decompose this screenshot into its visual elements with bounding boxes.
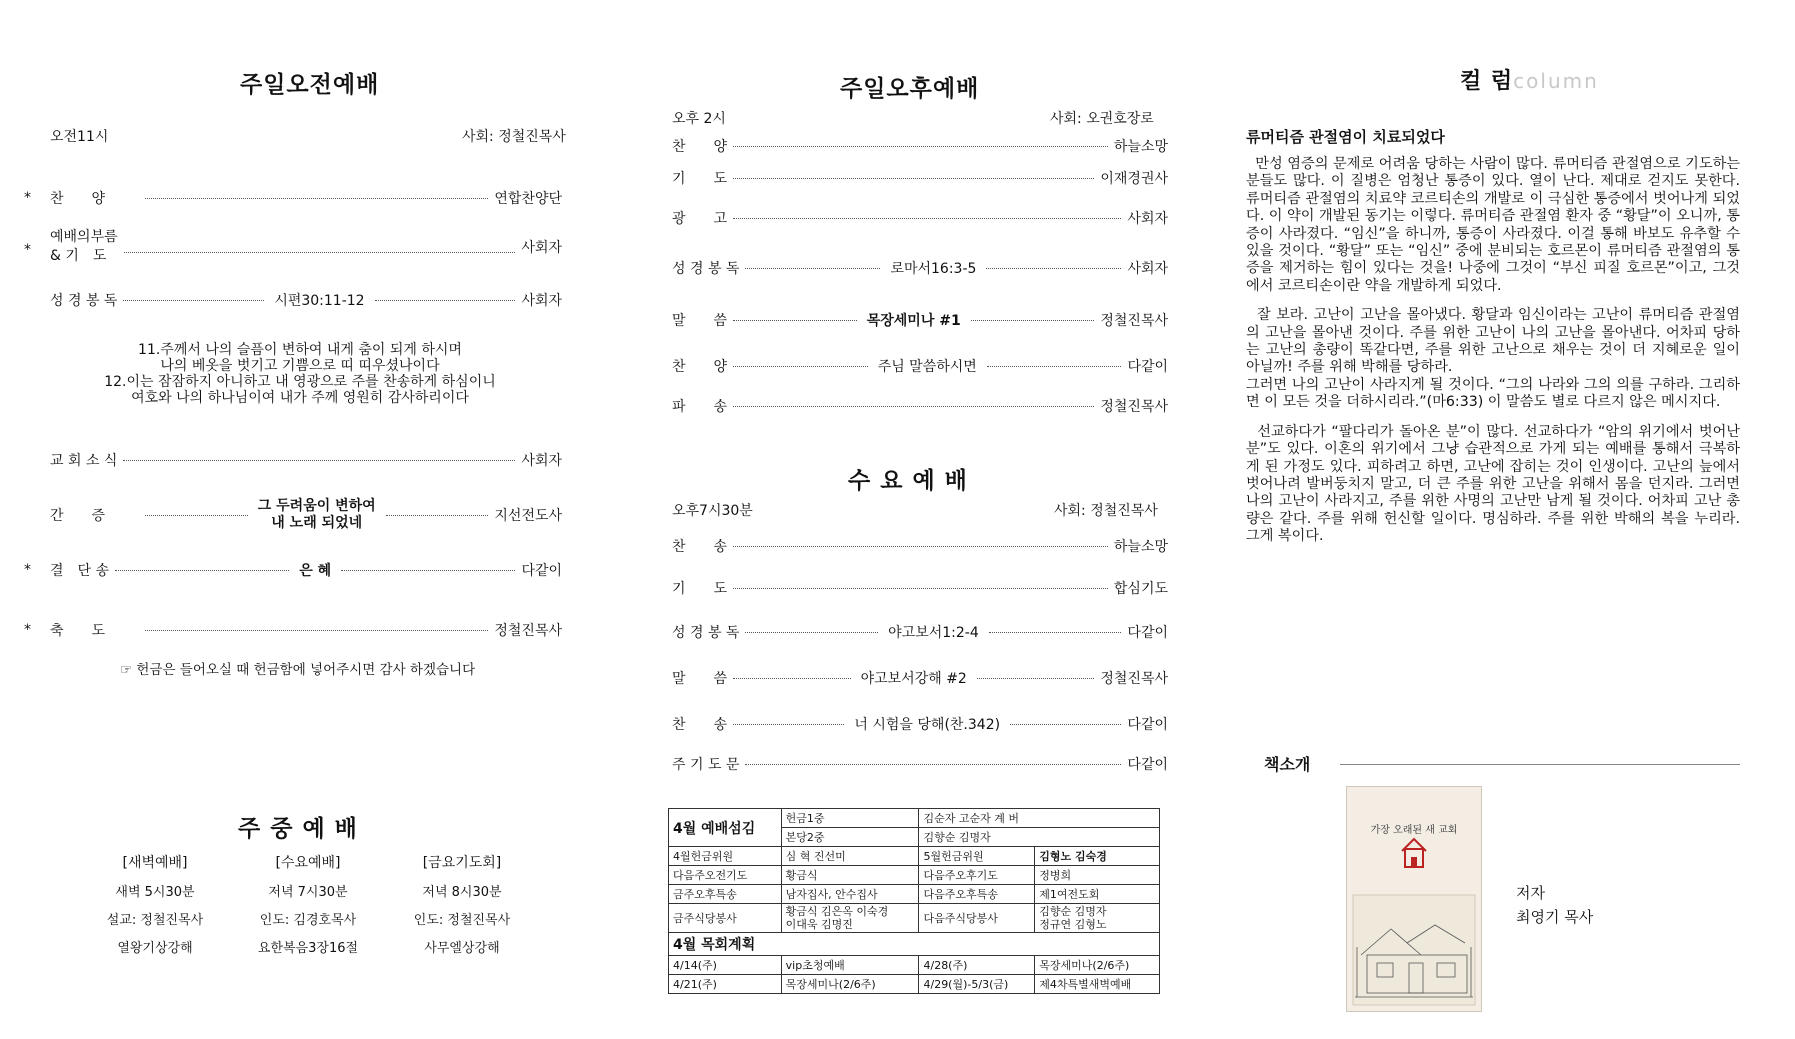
wednesday-title: 수 요 예 배: [848, 468, 968, 494]
table-cell: 4/29(월)-5/3(금): [919, 975, 1035, 994]
morning-row-5: [50, 560, 562, 580]
table-row: [669, 885, 1160, 904]
weekday-head: [새벽예배]: [122, 855, 188, 871]
row-value: 사회자: [521, 293, 563, 309]
morning-row-4: [50, 498, 562, 532]
afternoon-row-6: [672, 396, 1168, 416]
weekday-time: 저녁 7시30분: [268, 885, 348, 900]
table-cell: 제1여전도회: [1035, 885, 1160, 904]
table-cell: 다음주오후특송: [919, 885, 1035, 904]
row-label: 말 씀: [672, 671, 728, 687]
table-row: [669, 933, 1160, 956]
row-label: 찬 양: [672, 139, 728, 155]
weekday-text: 요한복음3장16절: [257, 941, 359, 956]
row-value: 다같이: [521, 563, 563, 579]
leader-dots: [733, 320, 857, 321]
row-detail: 야고보서1:2-4: [888, 625, 979, 641]
author-label: 저자: [1516, 884, 1545, 902]
table-cell: 제4차특별새벽예배: [1035, 975, 1160, 994]
weekday-title: 주 중 예 배: [238, 816, 358, 842]
wednesday-row-2: [672, 622, 1168, 642]
morning-title: 주일오전예배: [240, 72, 380, 98]
row-label: 파 송: [672, 399, 728, 415]
weekday-col-2: [392, 852, 532, 956]
weekday-time: 새벽 5시30분: [115, 885, 195, 900]
wednesday-row-3: [672, 668, 1168, 688]
morning-service-section: [0, 0, 600, 1039]
table-cell: 김형노 김숙경: [1035, 847, 1160, 866]
column-paragraph: 잘 보라. 고난이 고난을 몰아냈다. 황달과 임신이라는 고난이 류머티즘 관절염의 고난을 몰아낸 것이다. 주를 위한 고난이 나의 고난을 몰아낸다. 어차피 당하는 고난의 총량이 똑같다면, 주를 위한 고난으로 채우는 것이 더 지혜로운 일이 아닐까! 주를 위해 박해를 당하라. 그러면 나의 고난이 사라지게 될 것이다. “그의 나라와 그의 의를 구하라. 그리하면 이 모든 것을 더하시리라.”(마6:33) 이 말씀도 별로 다르지 않은 메시지다.: [1246, 307, 1740, 411]
column-paragraph: 선교하다가 “팔다리가 돌아온 분”이 많다. 선교하다가 “암의 위기에서 벗어난 분”도 있다. 이혼의 위기에서 그냥 습관적으로 가게 되는 예배를 통해서 극복하게 된 가정도 있다. 피하려고 하면, 고난에 잡히는 것이 인생이다. 고난의 늪에서 벗어나려 발버둥치지 말고, 더 큰 주를 위한 고난을 위해서 몸을 던지라. 그러면 나의 고난이 사라지고, 주를 위한 사명의 고난만 남게 될 것이다. 어차피 고난 총량은 같다. 주를 위해 헌신할 일이다. 명심하라. 주를 위한 박해의 복을 누리라. 그게 복이다.: [1246, 423, 1750, 545]
afternoon-row-1: [672, 168, 1168, 188]
row-detail: 로마서16:3-5: [890, 261, 977, 277]
offering-note: ☞ 헌금은 들어오실 때 헌금함에 넣어주시면 감사 하겠습니다: [120, 662, 476, 678]
leader-dots: [123, 460, 515, 461]
leader-dots: [986, 268, 1121, 269]
plan-title-cell: 4월 목회계획: [669, 933, 1160, 956]
row-value: 지선전도사: [494, 508, 563, 524]
table-cell: vip초청예배: [781, 956, 919, 975]
leader-dots: [987, 366, 1122, 367]
table-cell: 정병희: [1035, 866, 1160, 885]
leader-dots: [971, 320, 1095, 321]
star-mark: *: [24, 562, 31, 578]
leader-dots: [123, 300, 264, 301]
row-value: 하늘소망: [1113, 139, 1168, 155]
row-value: 정철진목사: [1100, 671, 1169, 687]
book-cover-image: [1346, 786, 1482, 1012]
table-cell: 다음주식당봉사: [919, 904, 1035, 933]
table-row: [669, 809, 1160, 828]
row-value: 하늘소망: [1113, 539, 1168, 555]
table-row: [669, 975, 1160, 994]
wednesday-time: 오후7시30분: [672, 503, 753, 519]
row-label: 간 증: [50, 508, 106, 524]
morning-row-3: [50, 450, 562, 470]
table-cell: 5월헌금위원: [919, 847, 1035, 866]
verse-line: 12.이는 잠잠하지 아니하고 내 영광으로 주를 찬송하게 하심이니: [104, 374, 496, 390]
morning-row-0: [50, 188, 562, 208]
row-label: 찬 양: [50, 191, 106, 207]
leader-dots: [745, 268, 880, 269]
row-value: 다같이: [1127, 625, 1168, 641]
table-row: [669, 956, 1160, 975]
leader-dots: [115, 570, 289, 571]
table-cell: 황금식 김은옥 이숙경 이대욱 김명진: [781, 904, 919, 933]
table-cell: 다음주오후기도: [919, 866, 1035, 885]
leader-dots: [145, 198, 488, 199]
row-value: 사회자: [1127, 211, 1168, 227]
afternoon-row-5: [672, 356, 1168, 376]
row-value: 다같이: [1127, 757, 1168, 773]
star-mark: *: [24, 190, 31, 206]
leader-dots: [733, 218, 1121, 219]
table-cell: 금주오후특송: [669, 885, 782, 904]
row-detail: 주님 말씀하시면: [877, 359, 977, 375]
verse-line: 11.주께서 나의 슬픔이 변하여 내게 춤이 되게 하시며: [138, 342, 462, 358]
table-cell: 목장세미나(2/6주): [1035, 956, 1160, 975]
leader-dots: [733, 724, 844, 725]
afternoon-row-3: [672, 258, 1168, 278]
column-section: [1190, 0, 1795, 1039]
weekday-time: 저녁 8시30분: [422, 885, 502, 900]
table-cell: 김순자 고순자 계 버: [919, 809, 1160, 828]
leader-dots: [145, 630, 488, 631]
table-cell: 4/21(주): [669, 975, 782, 994]
row-label: 축 도: [50, 623, 106, 639]
row-value: 사회자: [521, 240, 562, 256]
weekday-text: 열왕기상강해: [117, 941, 193, 956]
book-cover-icon: [1347, 787, 1481, 1011]
afternoon-row-2: [672, 208, 1168, 228]
morning-row-2: [50, 290, 562, 310]
weekday-leader: 인도: 김경호목사: [259, 913, 357, 928]
table-cell: 본당2중: [781, 828, 919, 847]
table-cell: 남자집사, 안수집사: [781, 885, 919, 904]
row-detail: 은 혜: [299, 563, 332, 579]
schedule-table: [668, 808, 1160, 994]
leader-dots: [733, 588, 1108, 589]
star-mark: *: [24, 622, 31, 638]
table-cell: 금주식당봉사: [669, 904, 782, 933]
verse-line: 여호와 나의 하나님이여 내가 주께 영원히 감사하리이다: [131, 390, 469, 406]
table-cell: 김향순 김명자: [919, 828, 1160, 847]
row-label: 성 경 봉 독: [672, 625, 740, 641]
row-value: 이재경권사: [1100, 171, 1168, 187]
row-value: 정철진목사: [1100, 399, 1168, 415]
leader-dots: [745, 632, 878, 633]
row-value: 사회자: [521, 453, 562, 469]
row-label: 찬 송: [672, 539, 728, 555]
wednesday-host: 사회: 정철진목사: [1054, 503, 1158, 519]
morning-time: 오전11시: [50, 129, 109, 145]
row-value: 다같이: [1127, 359, 1169, 375]
leader-dots: [989, 632, 1122, 633]
row-detail: 너 시험을 당해(찬.342): [854, 717, 1001, 733]
leader-dots: [733, 178, 1094, 179]
leader-dots: [1010, 724, 1121, 725]
weekday-head: [수요예배]: [275, 855, 341, 871]
row-value: 사회자: [1127, 261, 1169, 277]
table-cell: 헌금1중: [781, 809, 919, 828]
wednesday-row-1: [672, 578, 1168, 598]
leader-dots: [745, 764, 1121, 765]
table-cell: 4/14(주): [669, 956, 782, 975]
leader-dots: [145, 515, 248, 516]
column-headline: 류머티즘 관절염이 치료되었다: [1246, 128, 1445, 146]
row-label: 기 도: [672, 171, 728, 187]
table-cell: 황금식: [781, 866, 919, 885]
scripture-verse: [20, 342, 580, 406]
row-label: 기 도: [672, 581, 728, 597]
table-cell: 4/28(주): [919, 956, 1035, 975]
row-value: 연합찬양단: [494, 191, 562, 207]
verse-line: 나의 베옷을 벗기고 기쁨으로 띠 띠우셨나이다: [160, 358, 440, 374]
row-label: 찬 양: [672, 359, 728, 375]
morning-row-6: [50, 620, 562, 640]
column-title-en: column: [1513, 69, 1599, 93]
leader-dots: [733, 678, 851, 679]
leader-dots: [341, 570, 515, 571]
row-detail: 그 두려움이 변하여 내 노래 되었네: [257, 498, 376, 531]
service-title-cell: 4월 예배섬김: [669, 809, 782, 847]
morning-row-1: [50, 228, 562, 266]
column-body: [1246, 156, 1750, 558]
morning-host: 사회: 정철진목사: [462, 129, 566, 145]
leader-dots: [733, 366, 868, 367]
row-label: 예배의부름 & 기 도: [50, 229, 118, 264]
afternoon-time: 오후 2시: [672, 111, 726, 127]
row-label: 말 씀: [672, 313, 728, 329]
leader-dots: [375, 300, 516, 301]
table-row: [669, 866, 1160, 885]
row-label: 주 기 도 문: [672, 757, 740, 773]
row-label: 성 경 봉 독: [50, 293, 118, 309]
star-mark: *: [24, 242, 31, 258]
row-value: 다같이: [1127, 717, 1168, 733]
book-cover-title: 가장 오래된 새 교회: [1370, 825, 1458, 836]
house-logo-icon: [1402, 839, 1426, 867]
row-detail: 목장세미나 #1: [866, 313, 961, 329]
weekday-head: [금요기도회]: [422, 855, 502, 871]
table-row: [669, 847, 1160, 866]
leader-dots: [733, 146, 1108, 147]
row-label: 광 고: [672, 211, 728, 227]
row-label: 교 회 소 식: [50, 453, 118, 469]
row-value: 정철진목사: [494, 623, 562, 639]
weekday-leader: 설교: 정철진목사: [106, 913, 204, 928]
table-cell: 김향순 김명자 정규연 김형노: [1035, 904, 1160, 933]
wednesday-row-0: [672, 536, 1168, 556]
leader-dots: [386, 515, 489, 516]
column-paragraph: 만성 염증의 문제로 어려움 당하는 사람이 많다. 류머티즘 관절염으로 기도하는 분들도 많다. 이 질병은 엄청난 통증이 있다. 열이 난다. 제대로 걷지도 못한다. 류머티즘 관절염의 치료약 코르티손의 개발로 이 극심한 통증에서 벗어나게 되었다. 이 약이 개발된 동기는 이렇다. 류머티즘 관절염 환자 중 “황달”이 오니까, 통증이 사라졌다. “임신”을 하니까, 통증이 사라졌다. 이걸 통해 바보도 유추할 수 있을 것이다. “황달” 또는 “임신” 중에 분비되는 호르몬이 류머티즘 관절염의 통증을 제거하는 힘이 있다는 것을! 나중에 그것이 “부신 피질 호르몬”이고, 그것에서 코르티손이란 약을 개발하게 되었다.: [1246, 156, 1745, 294]
table-cell: 다음주오전기도: [669, 866, 782, 885]
wednesday-row-4: [672, 714, 1168, 734]
column-title-ko: 컬 럼: [1460, 69, 1514, 94]
table-row: [669, 904, 1160, 933]
row-detail: 시편30:11-12: [274, 293, 365, 309]
table-cell: 4월헌금위원: [669, 847, 782, 866]
row-detail: 야고보서강해 #2: [860, 671, 967, 687]
author-name: 최영기 목사: [1516, 908, 1594, 926]
row-value: 합심기도: [1113, 581, 1168, 597]
weekday-col-0: [90, 852, 220, 956]
weekday-text: 사무엘상강해: [424, 941, 500, 956]
leader-dots: [977, 678, 1095, 679]
row-label: 성 경 봉 독: [672, 261, 740, 277]
column-title: [1460, 64, 1599, 95]
weekday-leader: 인도: 정철진목사: [413, 913, 511, 928]
weekday-col-1: [238, 852, 378, 956]
table-cell: 심 혁 진선미: [781, 847, 919, 866]
leader-dots: [733, 406, 1094, 407]
leader-dots: [124, 252, 516, 253]
book-intro-label: 책소개: [1264, 755, 1311, 774]
afternoon-row-4: [672, 310, 1168, 330]
afternoon-host: 사회: 오권호장로: [1050, 111, 1154, 127]
row-label: 찬 송: [672, 717, 728, 733]
row-label: 결 단 송: [50, 563, 110, 579]
wednesday-row-5: [672, 754, 1168, 774]
row-value: 정철진목사: [1100, 313, 1168, 329]
table-cell: 목장세미나(2/6주): [781, 975, 919, 994]
book-intro-rule: [1340, 764, 1740, 765]
leader-dots: [733, 546, 1108, 547]
afternoon-service-section: [600, 0, 1190, 1039]
afternoon-row-0: [672, 136, 1168, 156]
afternoon-title: 주일오후예배: [840, 76, 980, 102]
